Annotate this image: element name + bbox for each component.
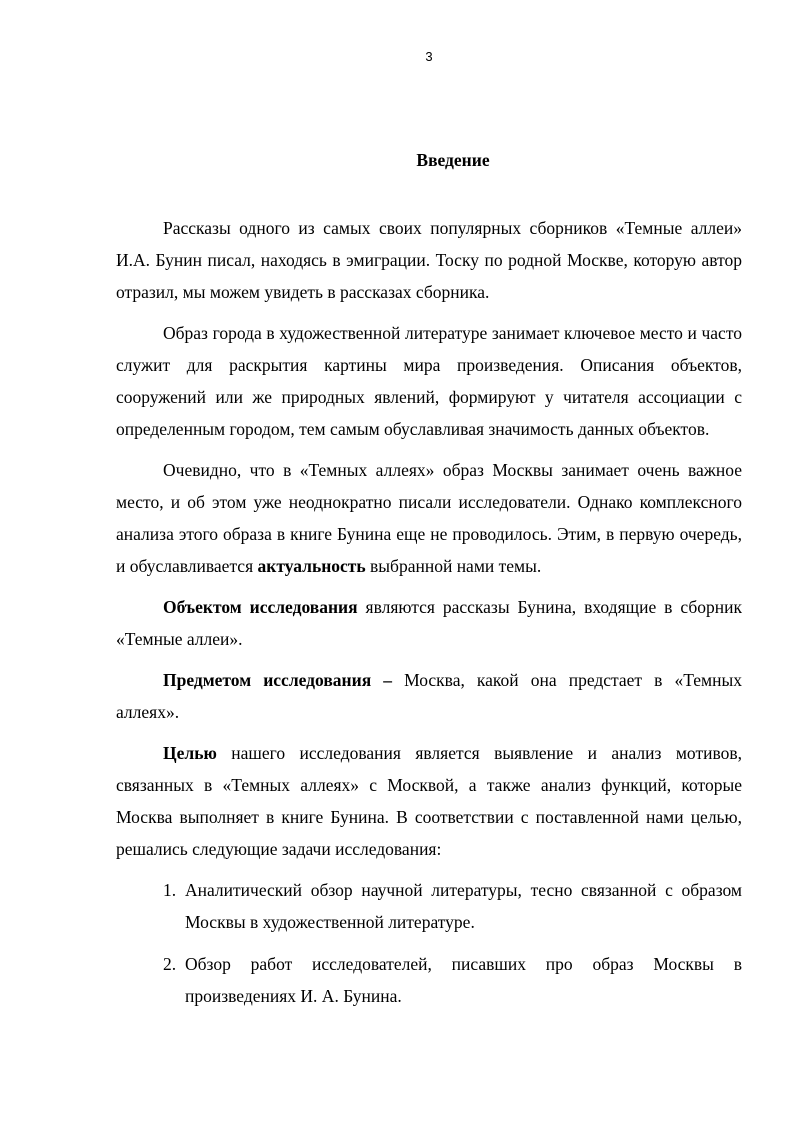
section-heading: Введение <box>416 150 490 170</box>
paragraph-intro: Рассказы одного из самых своих популярных сборников «Темные аллеи» И.А. Бунин писал, находясь в эмиграции. Тоску по родной Москве, которую автор отразил, мы можем увидеть в рассказах сборника. <box>116 218 742 302</box>
paragraph-object <box>116 591 742 655</box>
paragraph-subject-text: Москва, какой она предстает в «Темных аллеях». <box>116 670 742 722</box>
relevance-term: актуальность <box>257 556 366 576</box>
page-number: 3 <box>425 49 433 64</box>
goal-term: Целью <box>163 743 217 763</box>
list-item <box>116 948 742 1012</box>
paragraph-object-text: являются рассказы Бунина, входящие в сборник «Темные аллеи». <box>116 597 743 649</box>
paragraph-relevance-tail: выбранной нами темы. <box>365 556 542 576</box>
list-item <box>116 874 742 938</box>
list-item-number: 1. <box>163 880 177 900</box>
task-list <box>116 874 742 1012</box>
list-item-number: 2. <box>163 954 177 974</box>
paragraph-relevance-text: Очевидно, что в «Темных аллеях» образ Москвы занимает очень важное место, и об этом уже неоднократно писали исследователи. Однако комплексного анализа этого образа в книге Бунина еще не проводилось. Этим, в первую очередь, и обуславливается <box>116 460 742 576</box>
paragraph-goal-text: нашего исследования является выявление и анализ мотивов, связанных в «Темных аллеях» с Москвой, а также анализ функций, которые Москва выполняет в книге Бунина. В соответствии с поставленной нами целью, решались следующие задачи исследования: <box>116 743 742 859</box>
paragraph-city-image: Образ города в художественной литературе занимает ключевое место и часто служит для раскрытия картины мира произведения. Описания объектов, сооружений или же природных явлений, формируют у читателя ассоциации с определенным городом, тем самым обуславливая значимость данных объектов. <box>116 323 742 439</box>
paragraph-goal <box>116 737 742 865</box>
list-item-text: Обзор работ исследователей, писавших про образ Москвы в произведениях И. А. Бунина. <box>185 954 742 1006</box>
object-term: Объектом исследования <box>163 597 358 617</box>
paragraph-subject <box>116 664 742 728</box>
subject-term: Предметом исследования – <box>163 670 393 690</box>
list-item-text: Аналитический обзор научной литературы, тесно связанной с образом Москвы в художественной литературе. <box>185 880 742 932</box>
document-body <box>116 212 742 1022</box>
paragraph-relevance <box>116 454 742 582</box>
